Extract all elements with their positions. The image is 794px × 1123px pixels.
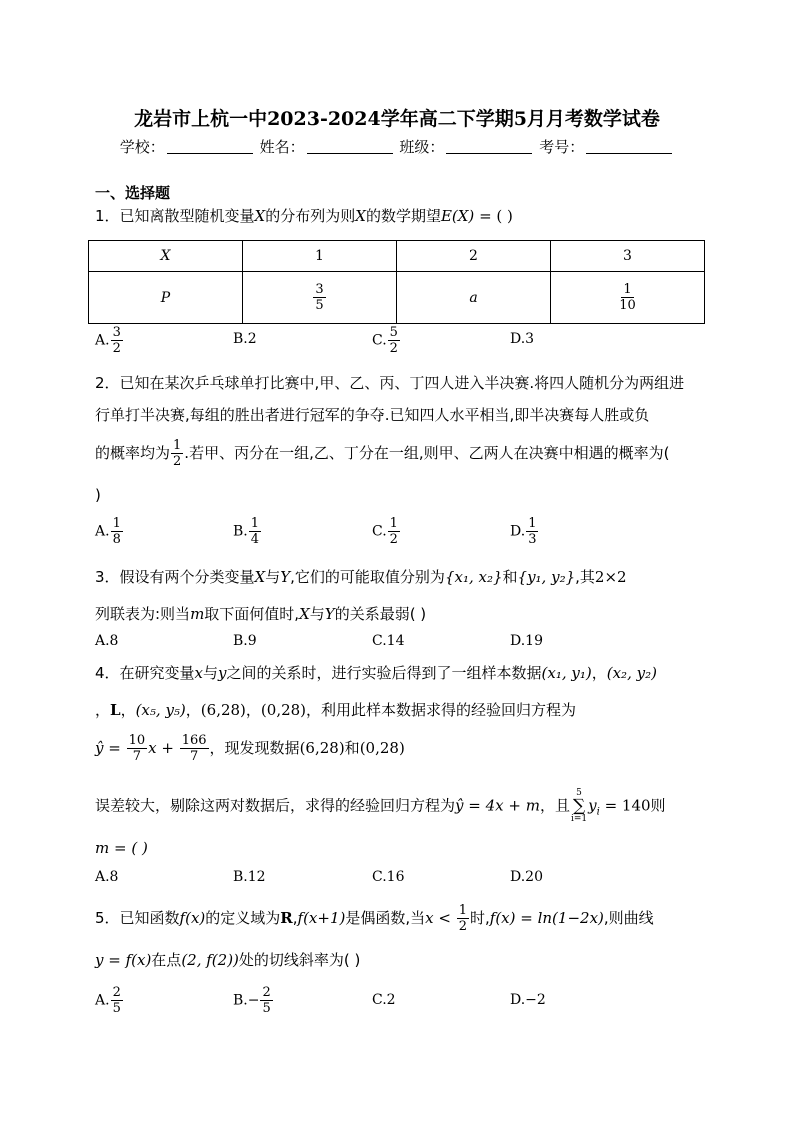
school-label: 学校：: [119, 138, 165, 156]
denominator: 5: [262, 1001, 271, 1016]
denominator: 2: [458, 919, 467, 934]
q3-text: 与: [309, 605, 325, 623]
q4-text: 误差较大，剔除这两对数据后，求得的经验回归方程为: [95, 796, 456, 815]
numerator: 10: [128, 733, 146, 748]
q5-expr: f(x+1): [297, 909, 346, 927]
denominator: 7: [189, 749, 199, 764]
table-cell: [551, 272, 705, 324]
option-label: C.: [372, 332, 387, 349]
q1-text: 的分布列为则: [265, 207, 356, 225]
q5-text: 的定义域为: [205, 909, 281, 927]
numerator: 1: [528, 516, 537, 531]
q2-line2: 行单打半决赛,每组的胜出者进行冠军的争夺.已知四人水平相当,即半决赛每人胜或负: [95, 406, 650, 424]
q4-line3: [95, 733, 405, 764]
option-label: D.: [510, 523, 526, 540]
q4-eq: =: [103, 739, 126, 757]
table-cell: 1: [243, 241, 397, 272]
q4-text: 与: [203, 664, 219, 682]
sum-upper: 5: [576, 788, 582, 798]
sum-lower: i=1: [570, 814, 588, 824]
fraction: [111, 985, 123, 1016]
q5-option-a[interactable]: [95, 985, 124, 1016]
numerator: 2: [262, 985, 271, 1000]
sum-body: y: [588, 796, 597, 815]
table-cell: a: [397, 272, 551, 324]
exam-title: 龙岩市上杭一中2023-2024学年高二下学期5月月考数学试卷: [134, 108, 660, 130]
name-label: 姓名：: [259, 138, 305, 156]
school-blank: [167, 139, 253, 154]
q5-text: 时,: [470, 909, 490, 927]
q5-text: 在点: [151, 951, 182, 969]
q2-line4: ): [95, 486, 101, 504]
q4-expr: x +: [148, 739, 179, 757]
q5-option-b[interactable]: [233, 985, 274, 1016]
fraction: [388, 325, 400, 356]
q4-line2: [95, 699, 576, 720]
numerator: 1: [112, 516, 121, 531]
q1-text: 的数学期望: [365, 207, 441, 225]
numerator: 5: [389, 325, 398, 340]
q5-expr: y = f(x): [95, 951, 152, 969]
table-cell: 2: [397, 241, 551, 272]
q4-text: 和: [344, 739, 360, 757]
q4-option-c[interactable]: C.16: [372, 869, 405, 885]
fraction: [111, 516, 123, 547]
numerator: 1: [250, 516, 260, 531]
q5-option-c[interactable]: C.2: [372, 992, 396, 1008]
denominator: 10: [619, 298, 636, 313]
denominator: 2: [173, 454, 182, 469]
numerator: 2: [112, 985, 121, 1000]
numerator: 1: [623, 282, 632, 297]
numerator: 3: [112, 325, 121, 340]
q4-text: 4．在研究变量: [95, 664, 195, 682]
q5-line2: [95, 949, 360, 970]
q4-text: 之间的关系时，进行实验后得到了一组样本数据: [226, 664, 542, 682]
q5-option-d[interactable]: D.−2: [510, 992, 546, 1008]
q4-text: ，: [591, 664, 607, 682]
option-label: A.: [95, 523, 110, 540]
class-label: 班级：: [399, 138, 445, 156]
distribution-table: [88, 240, 705, 324]
q3-text: 和: [502, 568, 518, 586]
q1-option-c[interactable]: [372, 325, 401, 356]
sum-value: = 140: [599, 796, 651, 815]
q3-var: m: [190, 605, 205, 623]
fraction: [313, 282, 325, 313]
exam-no-label: 考号：: [539, 138, 585, 156]
q5-text: 5．已知函数: [95, 909, 180, 927]
q4-option-d[interactable]: D.20: [510, 869, 543, 885]
option-label: B.: [233, 523, 248, 540]
q4-var: y: [218, 664, 227, 682]
option-label: B.−: [233, 992, 260, 1009]
q2-option-b[interactable]: [233, 516, 262, 547]
fraction: [388, 516, 400, 547]
option-label: C.: [372, 523, 387, 540]
q4-answer-blank: m = ( ): [95, 839, 148, 857]
q4-option-b[interactable]: B.12: [233, 869, 266, 885]
table-row: [89, 272, 705, 324]
sum-index: i: [596, 806, 600, 818]
q2-text: .若甲、丙分在一组,乙、丁分在一组,则甲、乙两人在决赛中相遇的概率为(: [184, 444, 670, 462]
numerator: 1: [458, 903, 467, 918]
q1-expectation: E(X): [440, 207, 475, 225]
q4-point: (x₂, y₂): [606, 664, 657, 682]
q3-text: 3．假设有两个分类变量: [95, 568, 255, 586]
q4-point: (0,28): [359, 739, 405, 757]
q1-option-b[interactable]: B.2: [233, 331, 257, 347]
fraction: [171, 438, 183, 469]
q4-point: (6,28): [299, 739, 345, 757]
q4-yhat: ŷ: [95, 739, 104, 757]
q3-var: X: [299, 605, 310, 623]
exam-no-blank: [586, 139, 672, 154]
q3-text: ,其: [575, 568, 595, 586]
q3-option-d[interactable]: D.19: [510, 633, 543, 649]
q3-dim: 2×2: [594, 568, 627, 586]
q4-line4: [95, 788, 666, 824]
q5-text: 是偶函数,当: [345, 909, 426, 927]
q4-text: ，: [245, 701, 261, 719]
q4-line5: [95, 839, 148, 857]
denominator: 8: [112, 532, 121, 547]
name-blank: [307, 139, 393, 154]
section-heading: 一、选择题: [95, 184, 171, 202]
q3-var: X: [254, 568, 266, 586]
class-blank: [446, 139, 532, 154]
q5-expr: x <: [425, 909, 456, 927]
q2-line1: 2．已知在某次乒乓球单打比赛中,甲、乙、丙、丁四人进入半决赛.将四人随机分为两组进: [95, 374, 685, 392]
q2-option-c[interactable]: [372, 516, 401, 547]
q4-dots: L: [110, 701, 121, 719]
q3-var: Y: [324, 605, 335, 623]
q2-option-d[interactable]: [510, 516, 539, 547]
fraction: [180, 733, 209, 764]
q4-point: (x₁, y₁): [541, 664, 592, 682]
q2-option-a[interactable]: [95, 516, 124, 547]
option-label: A.: [95, 992, 110, 1009]
q4-text: ，且: [539, 796, 570, 815]
q4-text: ，: [185, 701, 201, 719]
q5-expr: (2, f(2)): [181, 951, 239, 969]
numerator: 1: [389, 516, 398, 531]
table-cell: X: [89, 241, 243, 272]
table-row: [89, 241, 705, 272]
q3-line2: [95, 603, 426, 624]
table-cell: P: [89, 272, 243, 324]
q4-text: 则: [650, 796, 666, 815]
table-cell: [243, 272, 397, 324]
numerator: 3: [315, 282, 324, 297]
denominator: 2: [112, 341, 121, 356]
q4-text: ，现发现数据: [209, 739, 300, 757]
q5-expr: f(x): [179, 909, 206, 927]
q3-option-c[interactable]: C.14: [372, 633, 405, 649]
option-label: A.: [95, 332, 110, 349]
q4-regression: ŷ = 4x + m: [455, 796, 540, 815]
q4-line1: [95, 662, 657, 683]
q4-point: (6,28): [200, 701, 246, 719]
q4-var: x: [194, 664, 204, 682]
q3-text: 的关系最弱( ): [334, 605, 427, 623]
q1-var: X: [355, 207, 366, 225]
sigma-symbol: ∑: [572, 796, 586, 816]
q1-var: X: [254, 207, 266, 225]
q3-line1: [95, 566, 627, 587]
q3-set: {y₁, y₂}: [517, 568, 576, 586]
q1-text: = ( ): [474, 207, 513, 225]
fraction: [111, 325, 123, 356]
denominator: 5: [315, 298, 324, 313]
q4-text: ，利用此样本数据求得的经验回归方程为: [306, 701, 577, 719]
table-cell: 3: [551, 241, 705, 272]
fraction: [526, 516, 538, 547]
q5-line1: [95, 903, 654, 934]
q3-text: 列联表为:则当: [95, 605, 191, 623]
q3-text: 取下面何值时,: [204, 605, 300, 623]
q5-text: 处的切线斜率为( ): [238, 951, 361, 969]
q2-line3: [95, 438, 669, 469]
fraction: [260, 985, 272, 1016]
fraction: [249, 516, 261, 547]
q3-text: 与: [265, 568, 281, 586]
q1-option-a[interactable]: [95, 325, 124, 356]
q4-option-a[interactable]: A.8: [95, 869, 119, 885]
fraction: [617, 282, 638, 313]
q3-var: Y: [280, 568, 291, 586]
denominator: 5: [112, 1001, 121, 1016]
denominator: 2: [389, 341, 398, 356]
q1-option-d[interactable]: D.3: [510, 331, 535, 347]
fraction: [127, 733, 148, 764]
numerator: 1: [173, 438, 182, 453]
q3-option-b[interactable]: B.9: [233, 633, 257, 649]
q5-text: ,则曲线: [603, 909, 654, 927]
fraction: [457, 903, 469, 934]
denominator: 2: [389, 532, 398, 547]
student-info-line: [0, 136, 794, 157]
q3-text: ,它们的可能取值分别为: [290, 568, 445, 586]
q5-reals: R: [280, 909, 293, 927]
denominator: 3: [528, 532, 537, 547]
numerator: 166: [181, 733, 207, 748]
q4-point: (x₅, y₅): [135, 701, 186, 719]
q5-expr: f(x) = ln(1−2x): [489, 909, 604, 927]
q4-point: (0,28): [260, 701, 307, 719]
q3-option-a[interactable]: A.8: [95, 633, 119, 649]
q4-text: ，: [120, 701, 136, 719]
q4-text: ，: [95, 701, 111, 719]
q1-stem: [95, 205, 513, 226]
denominator: 7: [132, 749, 141, 764]
denominator: 4: [250, 532, 260, 547]
q5-text: ,: [292, 909, 298, 927]
q3-set: {x₁, x₂}: [444, 568, 503, 586]
q1-text: 1．已知离散型随机变量: [95, 207, 255, 225]
summation: [571, 788, 587, 824]
q2-text: 的概率均为: [95, 444, 171, 462]
